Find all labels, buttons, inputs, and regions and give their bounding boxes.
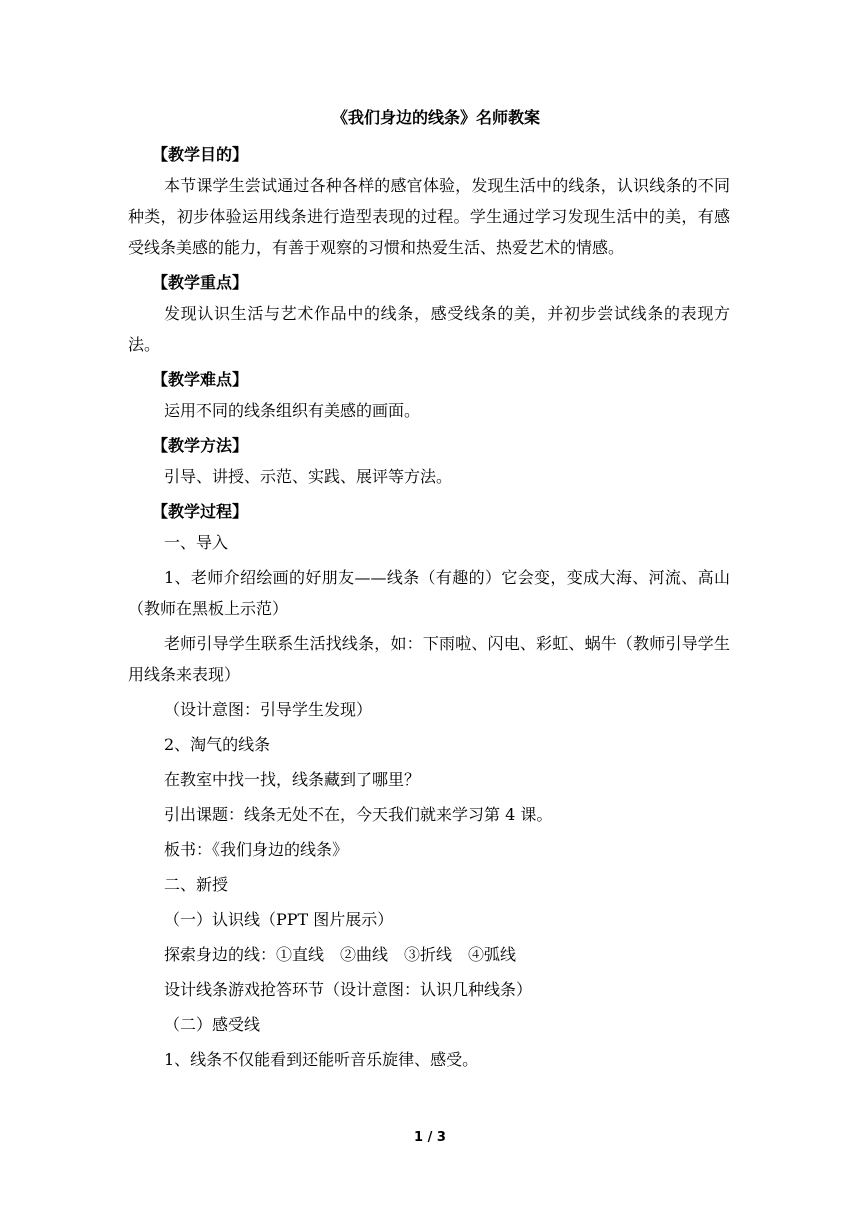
process-item-2a: 在教室中找一找，线条藏到了哪里？ bbox=[164, 770, 421, 789]
section-heading-difficulty: 【教学难点】 bbox=[152, 370, 249, 389]
process-sub-2: （二）感受线 bbox=[164, 1015, 261, 1034]
process-intro: 一、导入 bbox=[164, 533, 229, 552]
section-heading-process: 【教学过程】 bbox=[152, 502, 249, 521]
process-item-1b: 老师引导学生联系生活找线条，如：下雨啦、闪电、彩虹、蜗牛（教师引导学生用线条来表现） bbox=[128, 634, 730, 684]
feel-item-1: 1、线条不仅能看到还能听音乐旋律、感受。 bbox=[164, 1050, 479, 1069]
goal-paragraph: 本节课学生尝试通过各种各样的感官体验，发现生活中的线条，认识线条的不同种类，初步体验运用线条进行造型表现的过程。学生通过学习发现生活中的美，有感受线条美感的能力，有善于观察的习惯和热爱生活、热爱艺术的情感。 bbox=[128, 176, 730, 257]
process-item-2b: 引出课题：线条无处不在，今天我们就来学习第 4 课。 bbox=[164, 805, 553, 824]
section-heading-goal: 【教学目的】 bbox=[152, 145, 249, 164]
page-number: 1 / 3 bbox=[414, 1130, 446, 1145]
process-new: 二、新授 bbox=[164, 875, 229, 894]
process-sub-1: （一）认识线（PPT 图片展示） bbox=[164, 910, 394, 929]
design-intent-1: （设计意图：引导学生发现） bbox=[164, 700, 373, 719]
method-paragraph: 引导、讲授、示范、实践、展评等方法。 bbox=[164, 467, 453, 486]
line-game: 设计线条游戏抢答环节（设计意图：认识几种线条） bbox=[164, 980, 533, 999]
process-item-1: 1、老师介绍绘画的好朋友——线条（有趣的）它会变，变成大海、河流、高山（教师在黑板上示范） bbox=[128, 568, 730, 618]
section-heading-key: 【教学重点】 bbox=[152, 273, 249, 292]
key-paragraph: 发现认识生活与艺术作品中的线条，感受线条的美，并初步尝试线条的表现方法。 bbox=[128, 304, 730, 354]
process-item-2: 2、淘气的线条 bbox=[164, 735, 271, 754]
explore-lines: 探索身边的线：①直线 ②曲线 ③折线 ④弧线 bbox=[164, 945, 517, 964]
section-heading-method: 【教学方法】 bbox=[152, 436, 249, 455]
difficulty-paragraph: 运用不同的线条组织有美感的画面。 bbox=[164, 401, 421, 420]
document-title: 《我们身边的线条》名师教案 bbox=[331, 108, 540, 127]
board-writing: 板书：《我们身边的线条》 bbox=[164, 840, 349, 859]
document-body bbox=[128, 102, 730, 1075]
